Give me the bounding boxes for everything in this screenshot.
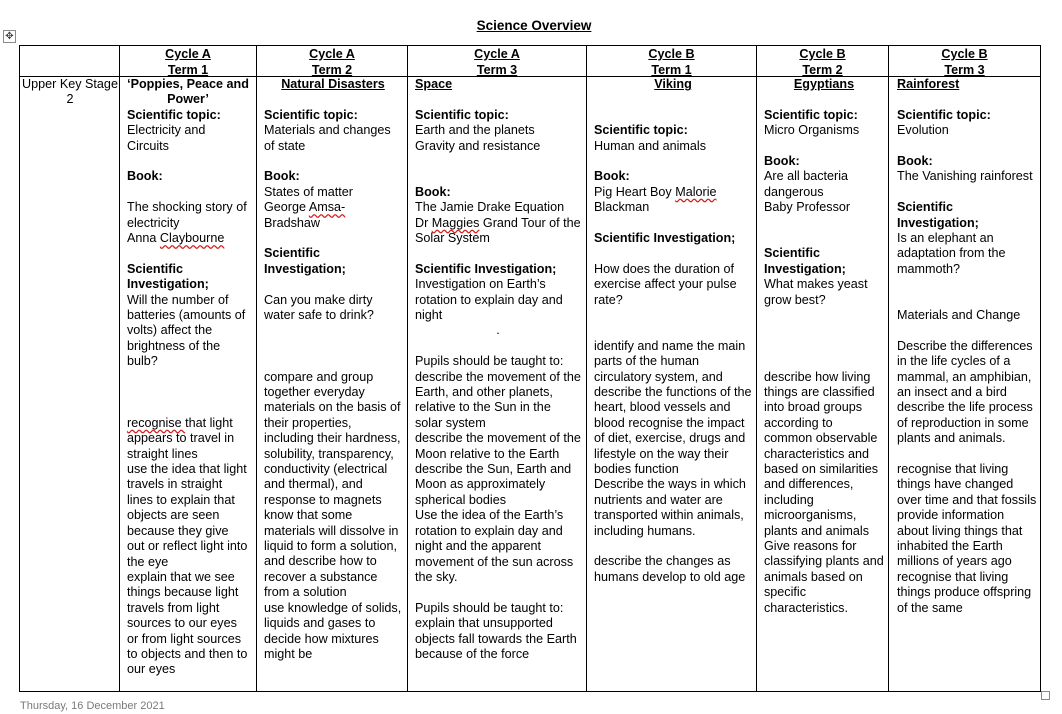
scientific-topic-label: Scientific topic: bbox=[897, 107, 991, 122]
objectives: identify and name the main parts of the human circulatory system, and describe the functions of the heart, blood vessels and blood recognise the impact of diet, exercise, drugs and lifestyle on the way their bodies function Describe the ways in which nutrients and water are transported within animals, including humans. bbox=[594, 338, 752, 538]
sub-topic: Materials and Change bbox=[897, 308, 1021, 323]
objectives: describe how living things are classified into broad groups according to common observable characteristics and based on similarities and differences, including microorganisms, plants and animals Give reasons for classifying plants and animals based on specific characteristics. bbox=[764, 369, 884, 615]
header-cycle-a-term-2: Cycle A Term 2 bbox=[309, 47, 355, 77]
investigation-label: Scientific Investigation; bbox=[127, 261, 209, 292]
table-move-handle-icon[interactable]: ✥ bbox=[3, 30, 16, 43]
scientific-topic: Evolution bbox=[897, 123, 949, 138]
book-label: Book: bbox=[264, 169, 300, 184]
book-title: States of matter bbox=[264, 184, 353, 199]
topic-title: Rainforest bbox=[897, 77, 960, 91]
investigation: Can you make dirty water safe to drink? bbox=[264, 292, 374, 323]
table-col-divider bbox=[119, 45, 120, 692]
table-col-divider bbox=[756, 45, 757, 692]
scientific-topic: Human and animals bbox=[594, 138, 707, 153]
book: The Vanishing rainforest bbox=[897, 169, 1033, 184]
book-label: Book: bbox=[897, 154, 933, 168]
table-border-bottom bbox=[19, 691, 1041, 692]
objectives-2-label: Pupils should be taught to: bbox=[415, 600, 564, 615]
footer-date: Thursday, 16 December 2021 bbox=[20, 700, 165, 712]
topic-title: Natural Disasters bbox=[281, 77, 385, 91]
investigation-label: Scientific Investigation; bbox=[415, 261, 557, 276]
objectives: Describe the differences in the life cycles of a mammal, an amphibian, an insect and a bird describe the life process of reproduction in some plants and animals. bbox=[897, 338, 1033, 446]
header-cycle-b-term-1: Cycle B Term 1 bbox=[648, 47, 695, 77]
objectives-2: recognise that living things have changed over time and that fossils provide information about living things that inhabited the Earth millions of years ago recognise that living things produce offspring of the same bbox=[897, 462, 1037, 615]
investigation-label: Scientific Investigation; bbox=[897, 200, 979, 230]
topic-title: Viking bbox=[654, 77, 692, 91]
topic-title: Space bbox=[415, 77, 453, 91]
table-resize-handle-icon[interactable] bbox=[1041, 691, 1050, 700]
topic-title: Egyptians bbox=[793, 77, 855, 91]
investigation-label: Scientific Investigation; bbox=[764, 246, 846, 276]
scientific-topic-label: Scientific topic: bbox=[594, 123, 688, 138]
cell-cycle-a-term-3 bbox=[415, 77, 581, 691]
scientific-topic-label: Scientific topic: bbox=[264, 107, 358, 122]
cell-cycle-a-term-1 bbox=[127, 77, 249, 691]
investigation-label: Scientific Investigation; bbox=[594, 231, 736, 245]
scientific-topic-label: Scientific topic: bbox=[764, 107, 858, 122]
investigation: Will the number of batteries (amounts of volts) affect the brightness of the bulb? bbox=[127, 292, 246, 369]
scientific-topic-label: Scientific topic: bbox=[415, 107, 509, 122]
cell-cycle-b-term-2 bbox=[764, 77, 884, 691]
book-title: The shocking story of electricity bbox=[127, 200, 247, 230]
book: Are all bacteria dangerous Baby Professor bbox=[764, 169, 851, 215]
cell-cycle-b-term-3 bbox=[897, 77, 1037, 691]
book-label: Book: bbox=[764, 154, 800, 168]
header-cycle-a-term-1: Cycle A Term 1 bbox=[165, 47, 211, 77]
table-col-divider bbox=[586, 45, 587, 692]
stray-dot: . bbox=[496, 323, 500, 338]
investigation: How does the duration of exercise affect your pulse rate? bbox=[594, 261, 737, 307]
book-label: Book: bbox=[415, 184, 451, 199]
scientific-topic: Micro Organisms bbox=[764, 123, 860, 138]
book-label: Book: bbox=[594, 169, 630, 184]
row-label: Upper Key Stage 2 bbox=[22, 77, 118, 107]
header-cycle-b-term-2: Cycle B Term 2 bbox=[799, 47, 846, 77]
book-title-2: Dr Maggies Grand Tour of the Solar System bbox=[415, 215, 581, 246]
cell-cycle-b-term-1 bbox=[594, 77, 752, 691]
objectives-label: Pupils should be taught to: bbox=[415, 354, 564, 369]
objectives: compare and group together everyday materials on the basis of their properties, including their hardness, solubility, transparency, conductivity (electrical and thermal), and response to magnets know that some materials will dissolve in liquid to form a solution, and describe how to recover a substance from a solution use knowledge of solids, liquids and gases to decide how mixtures might be bbox=[264, 369, 402, 661]
table-border-right bbox=[1040, 45, 1041, 692]
book-author: George Amsa- Bradshaw bbox=[264, 200, 346, 230]
document-title: Science Overview bbox=[476, 18, 592, 33]
table-col-divider bbox=[407, 45, 408, 692]
table-border-left bbox=[19, 45, 20, 692]
investigation-label: Scientific Investigation; bbox=[264, 246, 346, 276]
objectives: recognise that light appears to travel in straight lines use the idea that light travels in straight lines to explain that objects are seen because they give out or reflect light into the eye explain that we see things because light travels from light sources to our eyes or from light sources to objects and then to our eyes bbox=[127, 415, 248, 677]
book-author: Anna Claybourne bbox=[127, 231, 225, 246]
objectives: describe the movement of the Earth, and other planets, relative to the Sun in the solar system describe the movement of the Moon relative to the Earth describe the Sun, Earth and Moon as approximately spherical bodies Use the idea of the Earth’s rotation to explain day and night and the apparent movement of the sun across the sky. bbox=[415, 369, 581, 584]
scientific-topic: Earth and the planets Gravity and resistance bbox=[415, 123, 541, 153]
scientific-topic: Materials and changes of state bbox=[264, 123, 391, 153]
table-border-top bbox=[19, 45, 1041, 46]
book-label: Book: bbox=[127, 169, 163, 184]
objectives-2: explain that unsupported objects fall towards the Earth because of the force bbox=[415, 616, 577, 661]
cell-cycle-a-term-2 bbox=[264, 77, 402, 691]
topic-title: ‘Poppies, Peace and Power’ bbox=[127, 77, 249, 107]
book-title: Pig Heart Boy Malorie Blackman bbox=[594, 184, 717, 215]
investigation: What makes yeast grow best? bbox=[764, 277, 868, 307]
table-col-divider bbox=[256, 45, 257, 692]
scientific-topic-label: Scientific topic: bbox=[127, 107, 221, 122]
header-cycle-a-term-3: Cycle A Term 3 bbox=[474, 47, 520, 77]
scientific-topic: Electricity and Circuits bbox=[127, 123, 206, 153]
investigation: Investigation on Earth’s rotation to explain day and night bbox=[415, 277, 563, 323]
book-title: The Jamie Drake Equation bbox=[415, 200, 565, 215]
header-cycle-b-term-3: Cycle B Term 3 bbox=[941, 47, 988, 77]
investigation: Is an elephant an adaptation from the mammoth? bbox=[897, 231, 1006, 276]
table-col-divider bbox=[888, 45, 889, 692]
objectives-2: describe the changes as humans develop to old age bbox=[594, 554, 746, 584]
